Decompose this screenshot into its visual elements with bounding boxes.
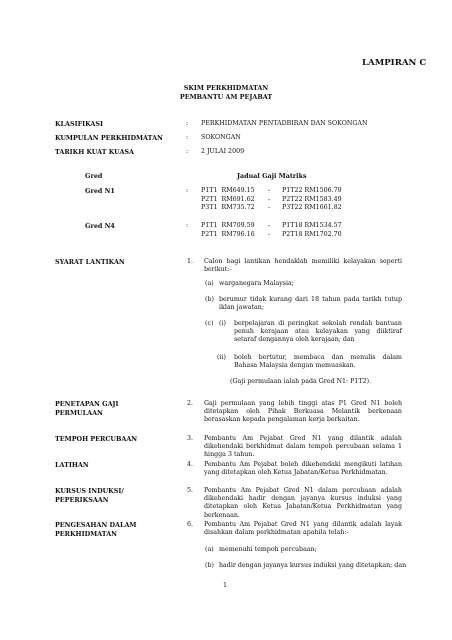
salary-n1-row1-right: P1T22 RM1506.79 bbox=[282, 187, 342, 194]
document-title-line1: SKIM PERKHIDMATAN bbox=[183, 84, 269, 92]
info-label-tarikh: TARIKH KUAT KUASA bbox=[55, 148, 135, 156]
section-heading-kursus-line2: PEPERIKSAAN bbox=[55, 495, 109, 504]
list-label: (a) bbox=[205, 546, 214, 553]
section-heading-pengesahan-line1: PENGESAHAN DALAM bbox=[55, 521, 137, 529]
salary-dash: - bbox=[268, 230, 271, 238]
list-label: (b) bbox=[205, 296, 214, 303]
list-text: hadir dengan jayanya kursus induksi yang ditetapkan; dan bbox=[219, 562, 407, 569]
list-label: (b) bbox=[205, 562, 214, 569]
list-text: berumur tidak kurang dari 18 tahun pada tarikh tutup iklan jawatan; bbox=[219, 296, 402, 312]
salary-n4-row2-left: P2T1 RM796.16 bbox=[201, 230, 255, 238]
section-heading-kursus-line1: KURSUS INDUKSI/ bbox=[55, 487, 124, 495]
section-text: Pembantu Am Pejabat Gred N1 yang dilantik adalah dikehendaki berkhidmat dalam tempoh percubaan selama 1 hingga 3 tahun. bbox=[204, 435, 402, 459]
salary-dash: - bbox=[268, 222, 271, 229]
list-text: warganegara Malaysia; bbox=[219, 280, 294, 287]
salary-note: (Gaji permulaan ialah pada Gred N1: P1T2). bbox=[230, 378, 372, 385]
list-sublabel: (ii) bbox=[217, 354, 226, 361]
section-heading-syarat-lantikan: SYARAT LANTIKAN bbox=[55, 258, 125, 266]
document-title-line2: PEMBANTU AM PEJABAT bbox=[179, 93, 273, 101]
section-heading-penetapan-line2: PERMULAAN bbox=[55, 408, 103, 417]
salary-n1-row2-right: P2T22 RM1583.49 bbox=[282, 195, 342, 203]
salary-dash: - bbox=[268, 195, 271, 203]
salary-n1-row3-left: P3T1 RM735.72 bbox=[201, 204, 255, 211]
section-number: 4. bbox=[187, 461, 194, 468]
section-text: Pembantu Am Pejabat boleh dikehendaki mengikuti latihan yang ditetapkan oleh Ketua Jabatan/Ketua Perkhidmatan. bbox=[204, 461, 402, 477]
salary-col-jadual: Jadual Gaji Matriks bbox=[237, 172, 307, 180]
list-text: boleh bertutur, membaca dan menulis dalam Bahasa Malaysia dengan memuaskan. bbox=[234, 354, 402, 370]
section-number: 2. bbox=[187, 400, 194, 407]
salary-col-gred: Gred bbox=[85, 172, 103, 180]
section-heading-pengesahan-line2: PERKHIDMATAN bbox=[55, 529, 117, 538]
salary-sep: : bbox=[186, 187, 189, 194]
info-sep: : bbox=[186, 148, 189, 155]
section-text: Pembantu Am Pejabat Gred N1 dalam percubaan adalah dikehendaki hadir dengan jayanya kursus induksi yang ditetapkan oleh Ketua Jabatan/Ketua Perkhidmatan yang berkenaan. bbox=[204, 487, 402, 519]
salary-n4-row1-right: P1T18 RM1534.57 bbox=[282, 222, 342, 229]
salary-sep: : bbox=[186, 222, 189, 229]
section-heading-latihan: LATIHAN bbox=[55, 461, 89, 469]
list-sublabel: (i) bbox=[219, 320, 226, 327]
section-heading-tempoh-percubaan: TEMPOH PERCUBAAN bbox=[55, 435, 138, 443]
info-value-tarikh: 2 JULAI 2009 bbox=[201, 148, 245, 155]
section-number: 5. bbox=[187, 487, 194, 494]
list-text: memenuhi tempoh percubaan; bbox=[219, 546, 317, 553]
salary-gred-n1-label: Gred N1 bbox=[85, 187, 115, 195]
info-value-klasifikasi: PERKHIDMATAN PENTADBIRAN DAN SOKONGAN bbox=[201, 120, 368, 127]
info-sep: : bbox=[186, 134, 189, 141]
section-number: 6. bbox=[187, 521, 194, 528]
page-number: 1 bbox=[223, 582, 228, 589]
list-label: (c) bbox=[205, 320, 214, 327]
section-number: 3. bbox=[187, 435, 194, 442]
list-text: berpelajaran di peringkat sekolah rendah bantuan penuh kerajaan atau kelayakan yang diiktiraf setaraf dengannya oleh kerajaan; dan bbox=[234, 320, 402, 344]
salary-n1-row3-right: P3T22 RM1661.82 bbox=[282, 204, 342, 211]
section-text: Calon bagi lantikan hendaklah memiliki kelayakan seperti berikut:- bbox=[204, 258, 402, 274]
salary-gred-n4-label: Gred N4 bbox=[85, 222, 115, 230]
info-sep: : bbox=[186, 120, 189, 127]
info-value-kumpulan: SOKONGAN bbox=[201, 134, 241, 141]
salary-dash: - bbox=[268, 204, 271, 211]
lampiran-label: LAMPIRAN C bbox=[362, 58, 427, 68]
salary-n1-row2-left: P2T1 RM691.62 bbox=[201, 195, 255, 203]
list-label: (a) bbox=[205, 280, 214, 287]
salary-n4-row2-right: P2T18 RM1702.70 bbox=[282, 230, 342, 238]
salary-n1-row1-left: P1T1 RM649.15 bbox=[201, 187, 255, 194]
salary-dash: - bbox=[268, 187, 271, 194]
section-text: Gaji permulaan yang lebih tinggi atas P1 Gred N1 boleh ditetapkan oleh Pihak Berkuasa Melantik berkenaan berasaskan kepada pengalaman kerja berkaitan. bbox=[204, 400, 402, 424]
section-text: Pembantu Am Pejabat Gred N1 yang dilantik adalah layak disahkan dalam perkhidmatan apabila telah:- bbox=[204, 521, 402, 537]
section-number: 1. bbox=[187, 258, 194, 265]
section-heading-penetapan-line1: PENETAPAN GAJI bbox=[55, 400, 119, 408]
info-label-kumpulan: KUMPULAN PERKHIDMATAN bbox=[55, 134, 163, 142]
info-label-klasifikasi: KLASIFIKASI bbox=[55, 120, 103, 128]
salary-n4-row1-left: P1T1 RM709.59 bbox=[201, 222, 255, 229]
